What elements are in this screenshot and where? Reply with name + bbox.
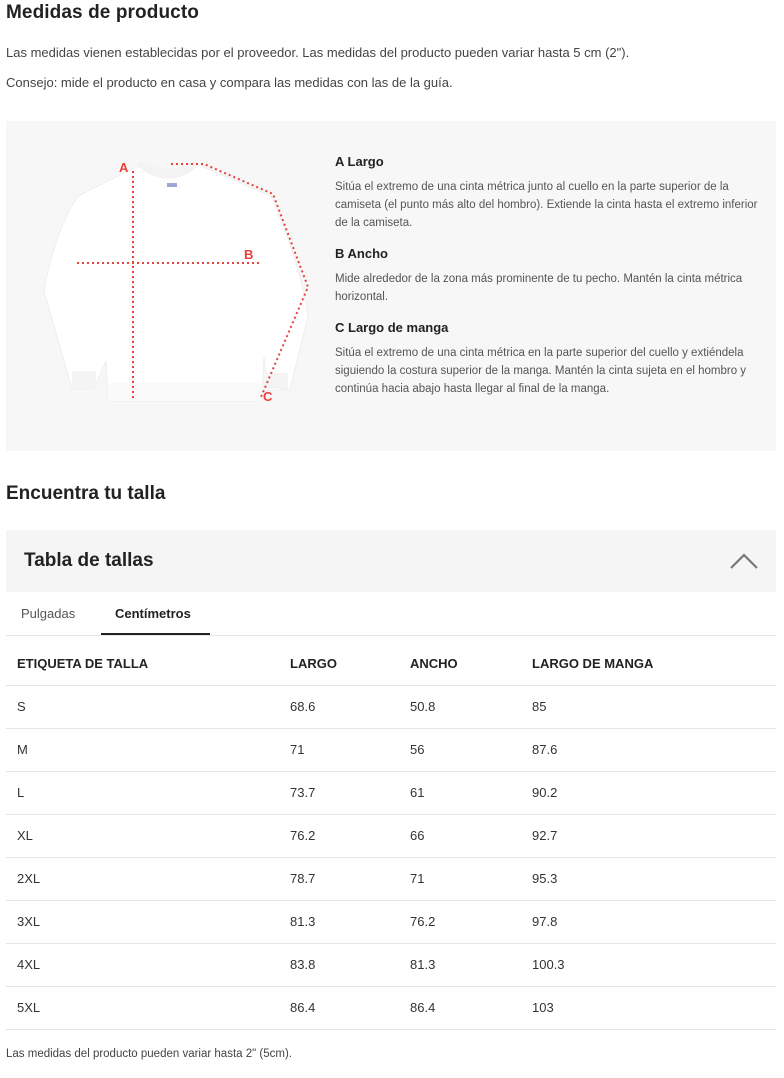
table-row (6, 728, 776, 771)
cell-largo: 86.4 (290, 986, 410, 1029)
size-chart-accordion-header[interactable] (6, 530, 776, 592)
sweatshirt-diagram-image (6, 121, 326, 451)
measurement-guide (6, 121, 776, 451)
cell-manga: 100.3 (532, 943, 776, 986)
cell-size: L (6, 771, 290, 814)
cell-largo: 68.6 (290, 685, 410, 728)
cell-manga: 103 (532, 986, 776, 1029)
accordion-title: Tabla de tallas (24, 550, 154, 571)
table-row (6, 685, 776, 728)
unit-tabs (6, 596, 776, 636)
active-tab-indicator (101, 633, 210, 635)
guide-heading-manga: C Largo de manga (335, 320, 449, 335)
cell-ancho: 56 (410, 728, 532, 771)
cell-largo: 71 (290, 728, 410, 771)
header-largo: LARGO (290, 643, 410, 685)
cell-manga: 87.6 (532, 728, 776, 771)
table-header-row (6, 643, 776, 685)
intro-text: Las medidas vienen establecidas por el proveedor. Las medidas del producto pueden variar hasta 5 cm (2"). (6, 45, 630, 60)
cell-ancho: 66 (410, 814, 532, 857)
cell-size: M (6, 728, 290, 771)
guide-instructions (335, 154, 765, 412)
table-row (6, 943, 776, 986)
guide-text-manga: Sitúa el extremo de una cinta métrica en la parte superior del cuello y extiéndela siguiendo la costura superior de la manga. Mantén la cinta sujeta en el hombro y continúa hacia abajo hasta llegar al final de la manga. (335, 347, 747, 395)
guide-text-largo: Sitúa el extremo de una cinta métrica junto al cuello en la parte superior de la camiseta (el punto más alto del hombro). Extiende la cinta hasta el extremo inferior de la camiseta. (335, 181, 758, 229)
cell-manga: 97.8 (532, 900, 776, 943)
cell-ancho: 76.2 (410, 900, 532, 943)
tab-pulgadas[interactable]: Pulgadas (21, 606, 76, 621)
guide-heading-ancho: B Ancho (335, 246, 388, 261)
cell-manga: 85 (532, 685, 776, 728)
tab-centimetros[interactable]: Centímetros (115, 606, 191, 621)
cell-size: 3XL (6, 900, 290, 943)
cell-ancho: 61 (410, 771, 532, 814)
cell-size: 5XL (6, 986, 290, 1029)
guide-text-ancho: Mide alrededor de la zona más prominente de tu pecho. Mantén la cinta métrica horizontal. (335, 273, 743, 303)
find-size-title: Encuentra tu talla (6, 483, 166, 504)
cell-largo: 76.2 (290, 814, 410, 857)
tip-text: Consejo: mide el producto en casa y compara las medidas con las de la guía. (6, 75, 453, 90)
footnote: Las medidas del producto pueden variar hasta 2" (5cm). (6, 1048, 292, 1060)
cell-largo: 81.3 (290, 900, 410, 943)
cell-manga: 95.3 (532, 857, 776, 900)
cell-ancho: 81.3 (410, 943, 532, 986)
cell-size: S (6, 685, 290, 728)
page-title: Medidas de producto (6, 2, 199, 23)
guide-heading-largo: A Largo (335, 154, 384, 169)
table-row (6, 814, 776, 857)
header-size-label: ETIQUETA DE TALLA (6, 643, 290, 685)
chevron-up-icon[interactable] (729, 552, 759, 570)
label-a: A (119, 160, 129, 175)
size-table (6, 643, 776, 1030)
table-row (6, 986, 776, 1029)
cell-manga: 92.7 (532, 814, 776, 857)
cell-manga: 90.2 (532, 771, 776, 814)
label-c: C (263, 389, 273, 404)
cell-largo: 78.7 (290, 857, 410, 900)
header-largo-manga: LARGO DE MANGA (532, 643, 776, 685)
cell-ancho: 71 (410, 857, 532, 900)
table-row (6, 771, 776, 814)
cell-size: XL (6, 814, 290, 857)
table-row (6, 900, 776, 943)
table-row (6, 857, 776, 900)
cell-ancho: 86.4 (410, 986, 532, 1029)
header-ancho: ANCHO (410, 643, 532, 685)
cell-ancho: 50.8 (410, 685, 532, 728)
cell-size: 2XL (6, 857, 290, 900)
cell-largo: 73.7 (290, 771, 410, 814)
label-b: B (244, 247, 254, 262)
cell-size: 4XL (6, 943, 290, 986)
cell-largo: 83.8 (290, 943, 410, 986)
